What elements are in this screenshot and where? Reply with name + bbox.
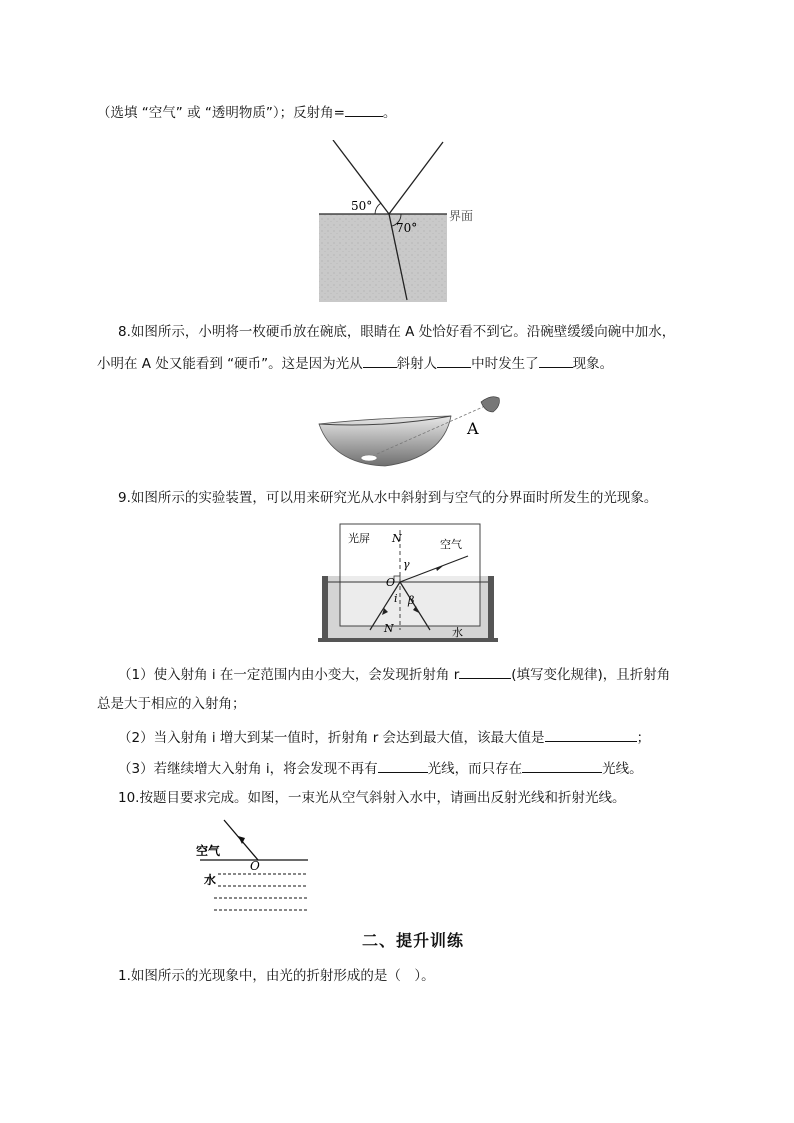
q9-sub1-a: （1）使入射角 i 在一定范围内由小变大，会发现折射角 r xyxy=(118,667,460,683)
q9-sub3-c: 光线。 xyxy=(602,761,643,777)
q9-sub1-blank[interactable] xyxy=(459,664,511,679)
q8-point-a-label: A xyxy=(467,419,479,438)
q10-line1: 10.按题目要求完成。如图，一束光从空气斜射入水中，请画出反射光线和折射光线。 xyxy=(118,790,626,806)
q7-angle-50-label: 50° xyxy=(351,199,373,213)
q9-apparatus-figure xyxy=(318,520,498,646)
q8-line1: 8.如图所示，小明将一枚硬币放在碗底，眼睛在 A 处恰好看不到它。沿碗壁缓缓向碗中加水， xyxy=(118,324,676,340)
q9-tank-wall-left xyxy=(322,576,328,642)
q7-interface-label: 界面 xyxy=(449,209,474,223)
q7-transparent-medium xyxy=(319,214,447,302)
q9-sub3-blank-1[interactable] xyxy=(378,758,428,773)
q9-origin-label: O xyxy=(386,576,396,589)
q8-blank-2[interactable] xyxy=(437,353,471,368)
q8-bowl-figure xyxy=(315,388,515,473)
q7-line xyxy=(97,102,396,123)
q8-line2-d: 现象。 xyxy=(572,356,614,372)
q9-sub1-b: (填写变化规律)，且折射角 xyxy=(511,667,671,683)
q9-sub1-line1 xyxy=(118,664,670,685)
q10-origin-label: O xyxy=(250,859,260,873)
q9-sub3-blank-2[interactable] xyxy=(522,758,602,773)
q8-line2-b: 斜射人 xyxy=(396,356,438,372)
q8-blank-1[interactable] xyxy=(363,353,397,368)
q7-angle-arc-left xyxy=(375,203,381,214)
q9-gamma-label: γ xyxy=(403,558,410,571)
q9-tank-floor xyxy=(318,638,498,642)
q9-water-label: 水 xyxy=(452,626,463,639)
q8-blank-3[interactable] xyxy=(539,353,573,368)
q9-normal-top-label: N xyxy=(392,532,402,545)
q9-screen-label: 光屏 xyxy=(348,532,370,545)
q10-air-label: 空气 xyxy=(196,844,221,858)
q7-reflect-angle-blank[interactable] xyxy=(345,102,383,117)
q9-sub3-a: （3）若继续增大入射角 i，将会发现不再有 xyxy=(118,761,378,777)
q9-sub2-a: （2）当入射角 i 增大到某一值时，折射角 r 会达到最大值，该最大值是 xyxy=(118,730,545,746)
q9-air-label: 空气 xyxy=(440,538,462,551)
q8-line2-a: 小明在 A 处又能看到 “硬币”。这是因为光从 xyxy=(97,356,363,372)
q9-sub2-b: ； xyxy=(636,730,651,746)
q9-sub2-blank[interactable] xyxy=(545,727,637,742)
section2-q1: 1.如图所示的光现象中，由光的折射形成的是（ ）。 xyxy=(118,968,435,984)
q9-sub3-b: 光线，而只存在 xyxy=(427,761,523,777)
q8-coin xyxy=(361,455,377,461)
eye-icon xyxy=(481,397,499,412)
section-title: 二、提升训练 xyxy=(362,931,465,950)
q7-reflected-ray xyxy=(389,142,443,214)
q7-angle-70-label: 70° xyxy=(396,221,418,235)
q7-line-prefix: （选填 “空气” 或 “透明物质”）；反射角= xyxy=(97,105,345,121)
q8-line2 xyxy=(97,353,613,374)
q9-i-label: i xyxy=(394,592,398,605)
q9-sub1-line2: 总是大于相应的入射角； xyxy=(97,696,246,712)
q9-sub2-line xyxy=(118,727,650,748)
q7-refraction-figure xyxy=(315,140,485,305)
q9-sub3-line xyxy=(118,758,643,779)
q7-line-suffix: 。 xyxy=(382,105,397,121)
q9-normal-bottom-label: N xyxy=(384,622,394,635)
q8-line2-c: 中时发生了 xyxy=(471,356,539,372)
q9-tank-wall-right xyxy=(488,576,494,642)
q10-refraction-figure xyxy=(196,818,312,914)
q9-line1: 9.如图所示的实验装置，可以用来研究光从水中斜射到与空气的分界面时所发生的光现象。 xyxy=(118,490,658,506)
q10-water-label: 水 xyxy=(204,873,217,887)
q9-beta-label: β xyxy=(408,594,415,607)
